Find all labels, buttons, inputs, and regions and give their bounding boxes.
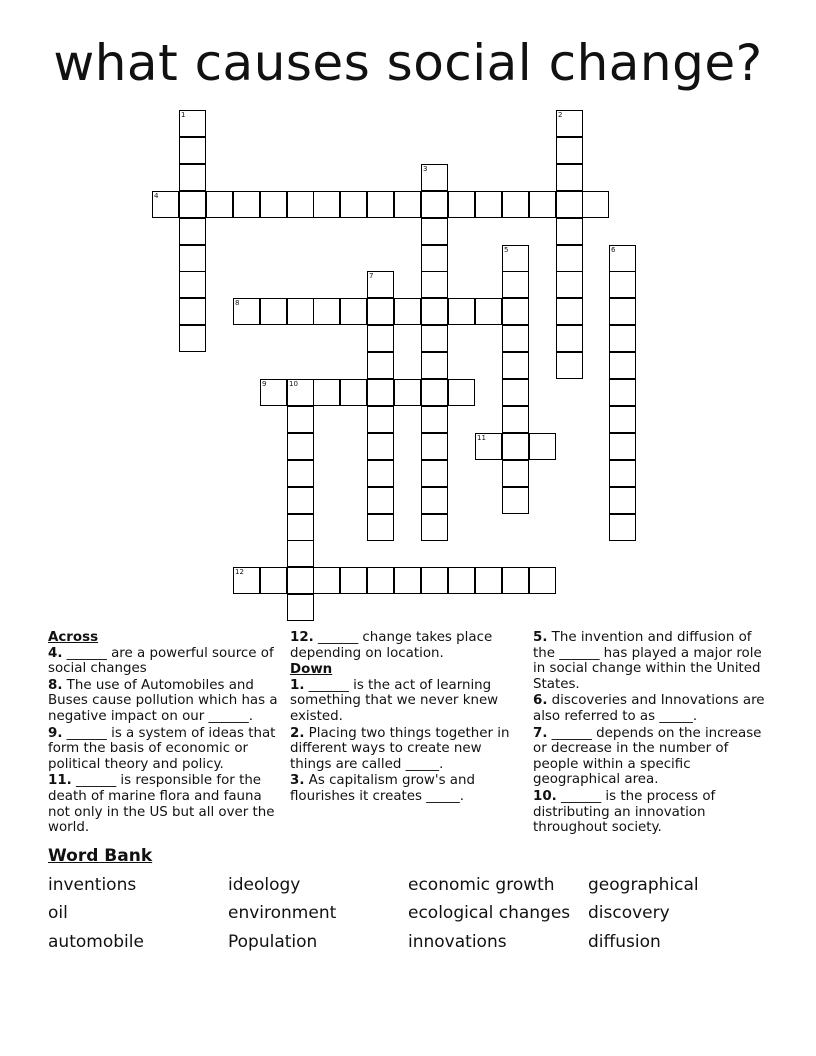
crossword-cell[interactable] [233,567,260,594]
crossword-cell[interactable] [609,379,636,406]
crossword-cell[interactable] [287,298,314,325]
crossword-cell[interactable] [502,191,529,218]
down-heading: Down [290,662,333,678]
crossword-cell[interactable] [529,191,556,218]
cell-number: 9 [262,380,267,388]
crossword-cell[interactable] [609,245,636,272]
crossword-cell[interactable] [502,567,529,594]
word-bank-item: innovations [408,932,507,952]
across-clue-9: 9. ______ is a system of ideas that form the basis of economic or political theory and policy. [48,725,276,772]
crossword-cell[interactable] [206,191,233,218]
across-clue-11: 11. ______ is responsible for the death of marine flora and fauna not only in the US but all over the world. [48,773,275,836]
crossword-cell[interactable] [421,406,448,433]
crossword-cell[interactable] [502,352,529,379]
crossword-cell[interactable] [260,567,287,594]
cell-number: 7 [369,272,374,280]
crossword-cell[interactable] [394,567,421,594]
crossword-cell[interactable] [179,191,206,218]
crossword-cell[interactable] [475,191,502,218]
word-bank-item: economic growth [408,875,555,895]
crossword-cell[interactable] [394,191,421,218]
crossword-cell[interactable] [448,379,475,406]
crossword-cell[interactable] [367,460,394,487]
across-clue-8: 8. The use of Automobiles and Buses cause pollution which has a negative impact on our ______. [48,677,278,724]
crossword-cell[interactable] [421,514,448,541]
crossword-cell[interactable] [287,487,314,514]
crossword-cell[interactable] [287,379,314,406]
crossword-cell[interactable] [260,298,287,325]
word-bank-item: ecological changes [408,903,571,923]
cell-number: 4 [154,192,159,200]
crossword-cell[interactable] [421,191,448,218]
word-bank-item: ideology [228,875,301,895]
crossword-cell[interactable] [556,218,583,245]
cell-number: 6 [611,246,616,254]
crossword-cell[interactable] [340,567,367,594]
crossword-cell[interactable] [287,406,314,433]
crossword-cell[interactable] [609,433,636,460]
crossword-cell[interactable] [421,433,448,460]
crossword-cell[interactable] [421,379,448,406]
crossword-cell[interactable] [287,433,314,460]
crossword-cell[interactable] [556,137,583,164]
crossword-cell[interactable] [529,433,556,460]
crossword-cell[interactable] [340,298,367,325]
cell-number: 10 [289,380,298,388]
down-clue-2: 2. Placing two things together in different ways to create new things are called _____. [290,725,510,772]
crossword-cell[interactable] [233,191,260,218]
crossword-cell[interactable] [179,110,206,137]
crossword-cell[interactable] [529,567,556,594]
crossword-cell[interactable] [502,487,529,514]
word-bank-item: environment [228,903,337,923]
crossword-cell[interactable] [367,379,394,406]
crossword-cell[interactable] [421,271,448,298]
crossword-cell[interactable] [179,164,206,191]
crossword-cell[interactable] [421,218,448,245]
word-bank-item: diffusion [588,932,661,952]
crossword-cell[interactable] [367,433,394,460]
down-clue-6: 6. discoveries and Innovations are also referred to as _____. [533,693,765,724]
crossword-cell[interactable] [475,567,502,594]
crossword-cell[interactable] [421,164,448,191]
crossword-cell[interactable] [340,379,367,406]
crossword-cell[interactable] [260,191,287,218]
cell-number: 3 [423,165,428,173]
crossword-cell[interactable] [179,298,206,325]
word-bank-item: inventions [48,875,137,895]
crossword-cell[interactable] [394,379,421,406]
crossword-cell[interactable] [179,325,206,352]
crossword-cell[interactable] [448,298,475,325]
crossword-cell[interactable] [287,191,314,218]
crossword-cell[interactable] [556,271,583,298]
cell-number: 12 [235,568,244,576]
crossword-cell[interactable] [421,325,448,352]
cell-number: 1 [181,111,186,119]
crossword-cell[interactable] [340,191,367,218]
crossword-cell[interactable] [556,298,583,325]
crossword-cell[interactable] [179,137,206,164]
crossword-cell[interactable] [609,271,636,298]
crossword-cell[interactable] [556,164,583,191]
crossword-cell[interactable] [421,352,448,379]
crossword-cell[interactable] [367,191,394,218]
across-heading: Across [48,630,99,645]
across-clue-12: 12. ______ change takes place depending on location. [290,630,493,661]
crossword-cell[interactable] [609,514,636,541]
clues-column-1 [48,630,284,837]
crossword-cell[interactable] [367,487,394,514]
crossword-cell[interactable] [582,191,609,218]
crossword-cell[interactable] [367,352,394,379]
crossword-cell[interactable] [394,298,421,325]
word-bank-item: geographical [588,875,699,895]
crossword-cell[interactable] [609,325,636,352]
crossword-cell[interactable] [260,379,287,406]
crossword-cell[interactable] [287,514,314,541]
crossword-cell[interactable] [313,298,340,325]
crossword-cell[interactable] [287,460,314,487]
down-clue-5: 5. The invention and diffusion of the ______ has played a major role in social change within the United States. [533,630,762,692]
crossword-cell[interactable] [556,325,583,352]
crossword-cell[interactable] [609,298,636,325]
crossword-cell[interactable] [502,271,529,298]
crossword-cell[interactable] [367,514,394,541]
crossword-cell[interactable] [179,271,206,298]
clues-column-3 [533,630,769,837]
crossword-cell[interactable] [502,460,529,487]
crossword-cell[interactable] [287,540,314,567]
down-clue-3: 3. As capitalism grow's and flourishes it creates _____. [290,773,475,804]
crossword-cell[interactable] [502,245,529,272]
crossword-cell[interactable] [152,191,179,218]
crossword-cell[interactable] [475,298,502,325]
word-bank-item: discovery [588,903,670,923]
crossword-cell[interactable] [421,298,448,325]
crossword-cell[interactable] [556,352,583,379]
crossword-cell[interactable] [502,433,529,460]
word-bank-item: oil [48,903,68,923]
crossword-cell[interactable] [475,433,502,460]
crossword-cell[interactable] [556,245,583,272]
cell-number: 11 [477,434,486,442]
word-bank-item: automobile [48,932,144,952]
crossword-cell[interactable] [448,191,475,218]
down-clue-1: 1. ______ is the act of learning something that we never knew existed. [290,677,499,724]
across-clue-4: 4. ______ are a powerful source of social changes [48,645,274,677]
crossword-cell[interactable] [421,567,448,594]
crossword-cell[interactable] [609,487,636,514]
crossword-cell[interactable] [367,567,394,594]
cell-number: 8 [235,299,240,307]
down-clue-7: 7. ______ depends on the increase or decrease in the number of people within a specific geographical area. [533,725,762,788]
crossword-cell[interactable] [367,298,394,325]
page-title: what causes social change? [53,34,763,92]
crossword-cell[interactable] [313,191,340,218]
cell-number: 2 [558,111,563,119]
crossword-cell[interactable] [367,271,394,298]
crossword-cell[interactable] [421,245,448,272]
word-bank-item: Population [228,932,318,952]
crossword-cell[interactable] [556,191,583,218]
crossword-cell[interactable] [287,594,314,621]
crossword-cell[interactable] [179,245,206,272]
crossword-cell[interactable] [421,487,448,514]
crossword-cell[interactable] [313,567,340,594]
crossword-cell[interactable] [448,567,475,594]
crossword-cell[interactable] [502,298,529,325]
crossword-cell[interactable] [502,406,529,433]
crossword-cell[interactable] [179,218,206,245]
crossword-cell[interactable] [287,567,314,594]
crossword-cell[interactable] [367,406,394,433]
crossword-cell[interactable] [609,352,636,379]
crossword-cell[interactable] [313,379,340,406]
crossword-cell[interactable] [556,110,583,137]
crossword-cell[interactable] [609,460,636,487]
clues-column-2 [290,630,526,806]
cell-number: 5 [504,246,509,254]
crossword-cell[interactable] [421,460,448,487]
crossword-cell[interactable] [609,406,636,433]
crossword-cell[interactable] [502,379,529,406]
crossword-cell[interactable] [367,325,394,352]
crossword-cell[interactable] [233,298,260,325]
crossword-cell[interactable] [502,325,529,352]
down-clue-10: 10. ______ is the process of distributing an innovation throughout society. [533,788,716,836]
word-bank-title: Word Bank [48,846,153,866]
